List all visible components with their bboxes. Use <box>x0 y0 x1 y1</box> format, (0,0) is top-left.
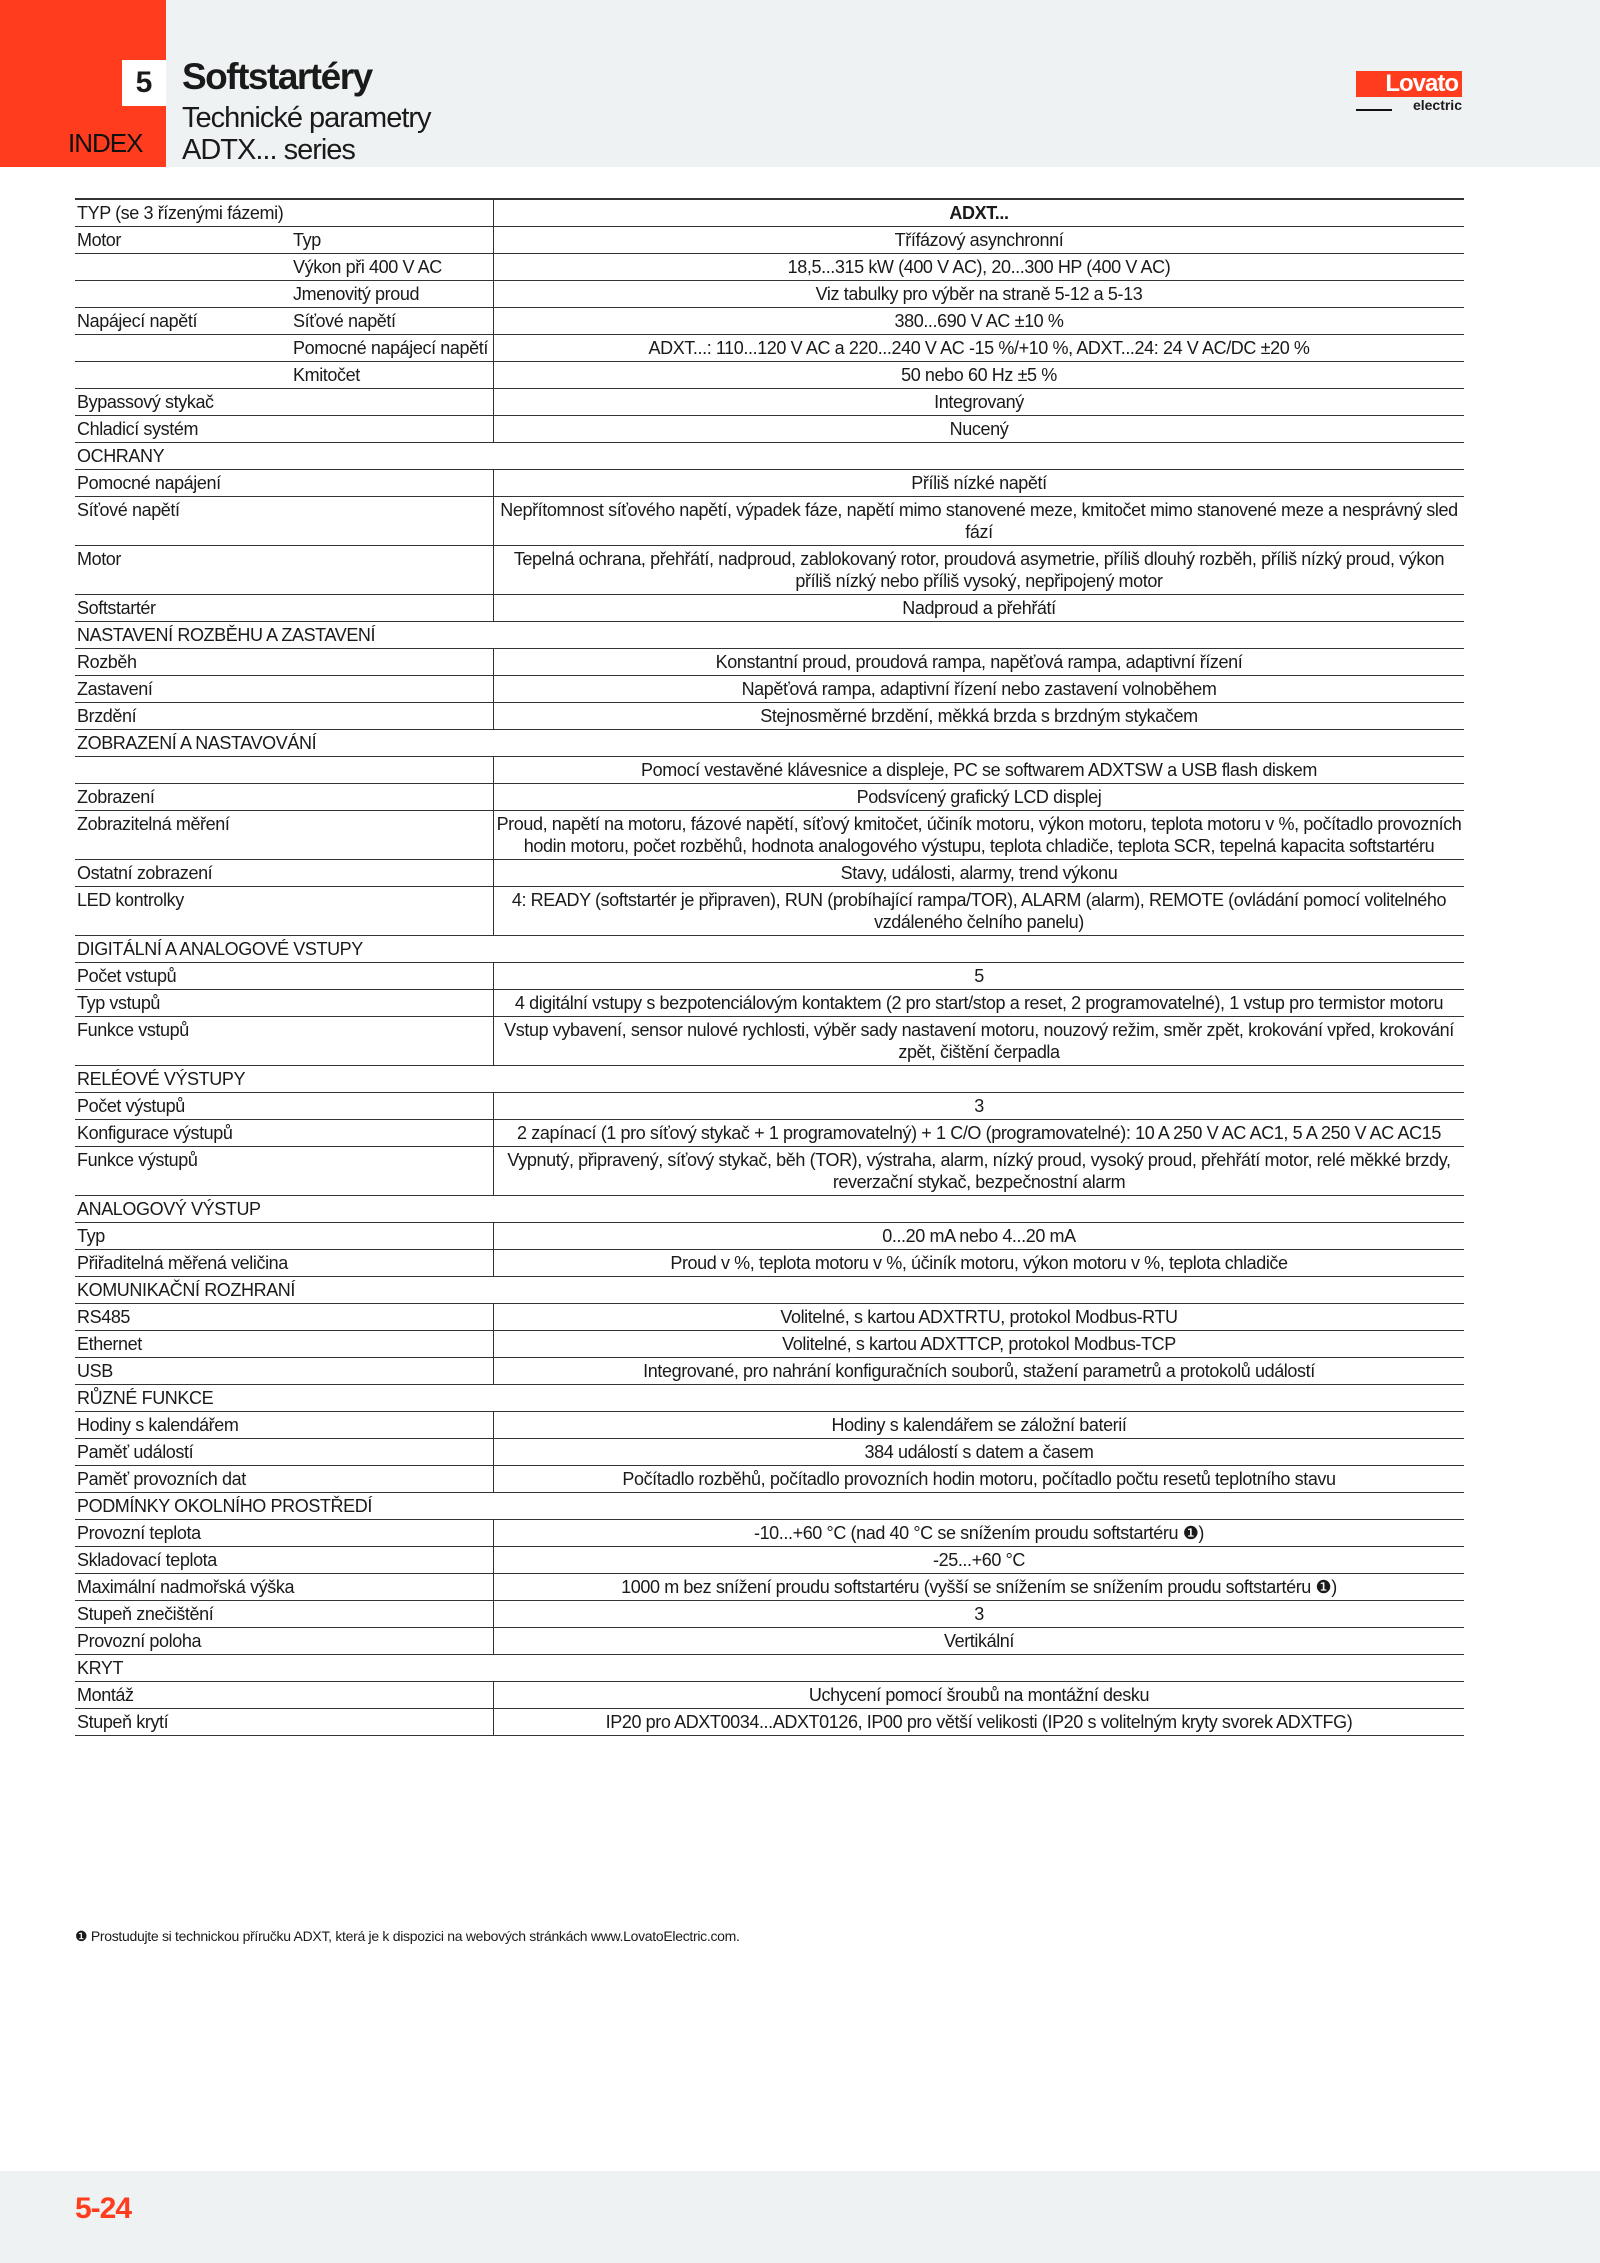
row-label: Funkce výstupů <box>77 1150 198 1170</box>
row-label: Softstartér <box>77 598 156 618</box>
table-row <box>75 1120 1464 1147</box>
section-title: ANALOGOVÝ VÝSTUP <box>77 1199 261 1219</box>
row-label: Paměť událostí <box>77 1442 194 1462</box>
row-label: RS485 <box>77 1307 131 1327</box>
table-row <box>75 227 1464 254</box>
row-value: 4: READY (softstartér je připraven), RUN (probíhající rampa/TOR), ALARM (alarm), REMOTE (ovládání pomocí volitelného vzdáleného čelního panelu) <box>494 887 1465 936</box>
row-value: -10...+60 °C (nad 40 °C se snížením proudu softstartéru ❶) <box>494 1520 1465 1547</box>
row-value: Nadproud a přehřátí <box>494 595 1465 622</box>
table-row <box>75 281 1464 308</box>
logo-subtext: electric <box>1356 97 1462 113</box>
section-title: ZOBRAZENÍ A NASTAVOVÁNÍ <box>77 733 317 753</box>
row-value: 3 <box>494 1601 1465 1628</box>
lovato-logo <box>1356 71 1462 113</box>
section-title: KOMUNIKAČNÍ ROZHRANÍ <box>77 1280 296 1300</box>
row-label: Ostatní zobrazení <box>77 863 213 883</box>
row-value: Nepřítomnost síťového napětí, výpadek fáze, napětí mimo stanovené meze, kmitočet mimo stanovené meze a nesprávný sled fází <box>494 497 1465 546</box>
row-value: Volitelné, s kartou ADXTTCP, protokol Modbus-TCP <box>494 1331 1465 1358</box>
section-header-row <box>75 443 1464 470</box>
table-row <box>75 887 1464 936</box>
row-label: Ethernet <box>77 1334 142 1354</box>
row-label: Bypassový stykač <box>77 392 214 412</box>
table-row <box>75 1628 1464 1655</box>
table-row <box>75 1331 1464 1358</box>
row-value: Napěťová rampa, adaptivní řízení nebo zastavení volnoběhem <box>494 676 1465 703</box>
row-value: 3 <box>494 1093 1465 1120</box>
table-row <box>75 1547 1464 1574</box>
row-label: Motor <box>77 230 122 250</box>
row-value: Vypnutý, připravený, síťový stykač, běh (TOR), výstraha, alarm, nízký proud, vysoký proud, přehřátí motor, relé měkké brzdy, reverzační stykač, bezpečnostní alarm <box>494 1147 1465 1196</box>
table-row <box>75 1466 1464 1493</box>
row-label: Zastavení <box>77 679 153 699</box>
row-sublabel: Typ <box>293 230 321 250</box>
row-value: Volitelné, s kartou ADXTRTU, protokol Modbus-RTU <box>494 1304 1465 1331</box>
table-row <box>75 308 1464 335</box>
row-sublabel: Kmitočet <box>293 365 360 385</box>
row-value: 4 digitální vstupy s bezpotenciálovým kontaktem (2 pro start/stop a reset, 2 programovatelné), 1 vstup pro termistor motoru <box>494 990 1465 1017</box>
table-row <box>75 1250 1464 1277</box>
table-row <box>75 1147 1464 1196</box>
section-header-row <box>75 622 1464 649</box>
row-value: Proud v %, teplota motoru v %, účiník motoru, výkon motoru v %, teplota chladiče <box>494 1250 1465 1277</box>
row-value: Stejnosměrné brzdění, měkká brzda s brzdným stykačem <box>494 703 1465 730</box>
page-subtitle: Technické parametry <box>182 102 431 134</box>
row-value: Pomocí vestavěné klávesnice a displeje, PC se softwarem ADXTSW a USB flash diskem <box>494 757 1465 784</box>
row-label: Přiřaditelná měřená veličina <box>77 1253 288 1273</box>
footer-band <box>0 2171 1600 2263</box>
row-sublabel: Jmenovitý proud <box>293 284 420 304</box>
row-value: Vertikální <box>494 1628 1465 1655</box>
row-label: Typ vstupů <box>77 993 161 1013</box>
row-label: Hodiny s kalendářem <box>77 1415 239 1435</box>
footnote: ❶ Prostudujte si technickou příručku ADXT, která je k dispozici na webových stránkách www.LovatoElectric.com. <box>75 1928 740 1944</box>
section-header-row <box>75 1655 1464 1682</box>
row-sublabel: Výkon při 400 V AC <box>293 257 442 277</box>
row-label: Maximální nadmořská výška <box>77 1577 295 1597</box>
row-value: 1000 m bez snížení proudu softstartéru (vyšší se snížením se snížením proudu softstartéru ❶) <box>494 1574 1465 1601</box>
row-value: Viz tabulky pro výběr na straně 5-12 a 5-13 <box>494 281 1465 308</box>
section-header-row <box>75 1277 1464 1304</box>
row-label: Pomocné napájení <box>77 473 221 493</box>
row-label: Stupeň znečištění <box>77 1604 214 1624</box>
table-row <box>75 990 1464 1017</box>
table-row <box>75 1520 1464 1547</box>
table-row <box>75 1358 1464 1385</box>
row-value: Integrované, pro nahrání konfiguračních souborů, stažení parametrů a protokolů událostí <box>494 1358 1465 1385</box>
table-row <box>75 784 1464 811</box>
row-value: Uchycení pomocí šroubů na montážní desku <box>494 1682 1465 1709</box>
row-label: TYP (se 3 řízenými fázemi) <box>77 203 284 223</box>
row-value: Příliš nízké napětí <box>494 470 1465 497</box>
section-header-row <box>75 730 1464 757</box>
series-label: ADTX... series <box>182 134 355 166</box>
row-label <box>75 757 494 784</box>
row-value: 18,5...315 kW (400 V AC), 20...300 HP (400 V AC) <box>494 254 1465 281</box>
row-label: Typ <box>77 1226 105 1246</box>
row-value: Hodiny s kalendářem se záložní baterií <box>494 1412 1465 1439</box>
row-value: Proud, napětí na motoru, fázové napětí, síťový kmitočet, účiník motoru, výkon motoru, teplota motoru v %, počítadlo provozních hodin motoru, počet rozběhů, hodnota analogového výstupu, teplota chladiče, teplota SCR, tepelná kapacita softstartéru <box>494 811 1465 860</box>
page-number: 5-24 <box>75 2192 132 2225</box>
table-row <box>75 1439 1464 1466</box>
row-label <box>75 254 291 281</box>
table-row <box>75 335 1464 362</box>
table-row <box>75 1017 1464 1066</box>
row-label: Montáž <box>77 1685 134 1705</box>
row-label: Brzdění <box>77 706 137 726</box>
section-header-row <box>75 1196 1464 1223</box>
row-label: USB <box>77 1361 113 1381</box>
row-value: 384 událostí s datem a časem <box>494 1439 1465 1466</box>
table-row <box>75 254 1464 281</box>
table-row <box>75 1093 1464 1120</box>
row-sublabel: Síťové napětí <box>293 311 396 331</box>
section-title: RŮZNÉ FUNKCE <box>77 1388 214 1408</box>
row-value: ADXT...: 110...120 V AC a 220...240 V AC -15 %/+10 %, ADXT...24: 24 V AC/DC ±20 % <box>494 335 1465 362</box>
table-row <box>75 362 1464 389</box>
row-value: 0...20 mA nebo 4...20 mA <box>494 1223 1465 1250</box>
section-title: KRYT <box>77 1658 124 1678</box>
row-label: Stupeň krytí <box>77 1712 169 1732</box>
row-label: Funkce vstupů <box>77 1020 189 1040</box>
row-value: ADXT... <box>494 199 1465 227</box>
row-label: Napájecí napětí <box>77 311 198 331</box>
row-value: Stavy, události, alarmy, trend výkonu <box>494 860 1465 887</box>
row-label <box>75 362 291 389</box>
table-row <box>75 1304 1464 1331</box>
row-label: Chladicí systém <box>77 419 199 439</box>
table-row <box>75 676 1464 703</box>
row-label: Zobrazitelná měření <box>77 814 230 834</box>
row-label: Konfigurace výstupů <box>77 1123 233 1143</box>
row-label <box>75 281 291 308</box>
section-header-row <box>75 1493 1464 1520</box>
row-label: Paměť provozních dat <box>77 1469 246 1489</box>
table-row <box>75 963 1464 990</box>
row-value: Konstantní proud, proudová rampa, napěťová rampa, adaptivní řízení <box>494 649 1465 676</box>
row-value: Podsvícený grafický LCD displej <box>494 784 1465 811</box>
row-label: Rozběh <box>77 652 137 672</box>
chapter-number: 5 <box>122 60 166 106</box>
row-label: Počet výstupů <box>77 1096 185 1116</box>
row-value: Vstup vybavení, sensor nulové rychlosti, výběr sady nastavení motoru, nouzový režim, směr zpět, krokování vpřed, krokování zpět, čištění čerpadla <box>494 1017 1465 1066</box>
table-row <box>75 470 1464 497</box>
table-row <box>75 1601 1464 1628</box>
row-value: 50 nebo 60 Hz ±5 % <box>494 362 1465 389</box>
row-value: Integrovaný <box>494 389 1465 416</box>
row-label <box>75 335 291 362</box>
row-value: Nucený <box>494 416 1465 443</box>
table-row <box>75 1223 1464 1250</box>
table-row <box>75 1682 1464 1709</box>
page-title: Softstartéry <box>182 56 372 97</box>
row-value: Tepelná ochrana, přehřátí, nadproud, zablokovaný rotor, proudová asymetrie, příliš dlouhý rozběh, příliš nízký proud, výkon příliš nízký nebo příliš vysoký, nepřipojený motor <box>494 546 1465 595</box>
section-title: DIGITÁLNÍ A ANALOGOVÉ VSTUPY <box>77 939 363 959</box>
section-title: RELÉOVÉ VÝSTUPY <box>77 1069 246 1089</box>
table-row <box>75 416 1464 443</box>
row-label: Skladovací teplota <box>77 1550 217 1570</box>
table-row <box>75 546 1464 595</box>
row-value: Počítadlo rozběhů, počítadlo provozních hodin motoru, počítadlo počtu resetů teplotního stavu <box>494 1466 1465 1493</box>
row-label: Provozní poloha <box>77 1631 202 1651</box>
row-value: 380...690 V AC ±10 % <box>494 308 1465 335</box>
table-row <box>75 649 1464 676</box>
row-value: 5 <box>494 963 1465 990</box>
table-row <box>75 811 1464 860</box>
spec-table <box>75 198 1464 1736</box>
row-sublabel: Pomocné napájecí napětí <box>293 338 488 358</box>
row-value: -25...+60 °C <box>494 1547 1465 1574</box>
section-title: NASTAVENÍ ROZBĚHU A ZASTAVENÍ <box>77 625 376 645</box>
table-row <box>75 1709 1464 1736</box>
section-header-row <box>75 1385 1464 1412</box>
logo-text: Lovato <box>1356 71 1462 97</box>
table-row <box>75 703 1464 730</box>
row-label: Provozní teplota <box>77 1523 201 1543</box>
section-header-row <box>75 1066 1464 1093</box>
row-label: Motor <box>77 549 122 569</box>
table-row <box>75 860 1464 887</box>
section-title: PODMÍNKY OKOLNÍHO PROSTŘEDÍ <box>77 1496 372 1516</box>
table-row <box>75 757 1464 784</box>
row-value: Třífázový asynchronní <box>494 227 1465 254</box>
row-label: Zobrazení <box>77 787 155 807</box>
index-link[interactable]: INDEX <box>68 128 143 158</box>
section-title: OCHRANY <box>77 446 165 466</box>
table-row <box>75 497 1464 546</box>
section-header-row <box>75 936 1464 963</box>
row-label: Síťové napětí <box>77 500 180 520</box>
table-row <box>75 1412 1464 1439</box>
row-value: 2 zapínací (1 pro síťový stykač + 1 programovatelný) + 1 C/O (programovatelné): 10 A 250 V AC AC1, 5 A 250 V AC AC15 <box>494 1120 1465 1147</box>
row-label: Počet vstupů <box>77 966 177 986</box>
table-row <box>75 389 1464 416</box>
table-header-row <box>75 199 1464 227</box>
row-value: IP20 pro ADXT0034...ADXT0126, IP00 pro větší velikosti (IP20 s volitelným kryty svorek ADXTFG) <box>494 1709 1465 1736</box>
row-label: LED kontrolky <box>77 890 184 910</box>
table-row <box>75 595 1464 622</box>
table-row <box>75 1574 1464 1601</box>
